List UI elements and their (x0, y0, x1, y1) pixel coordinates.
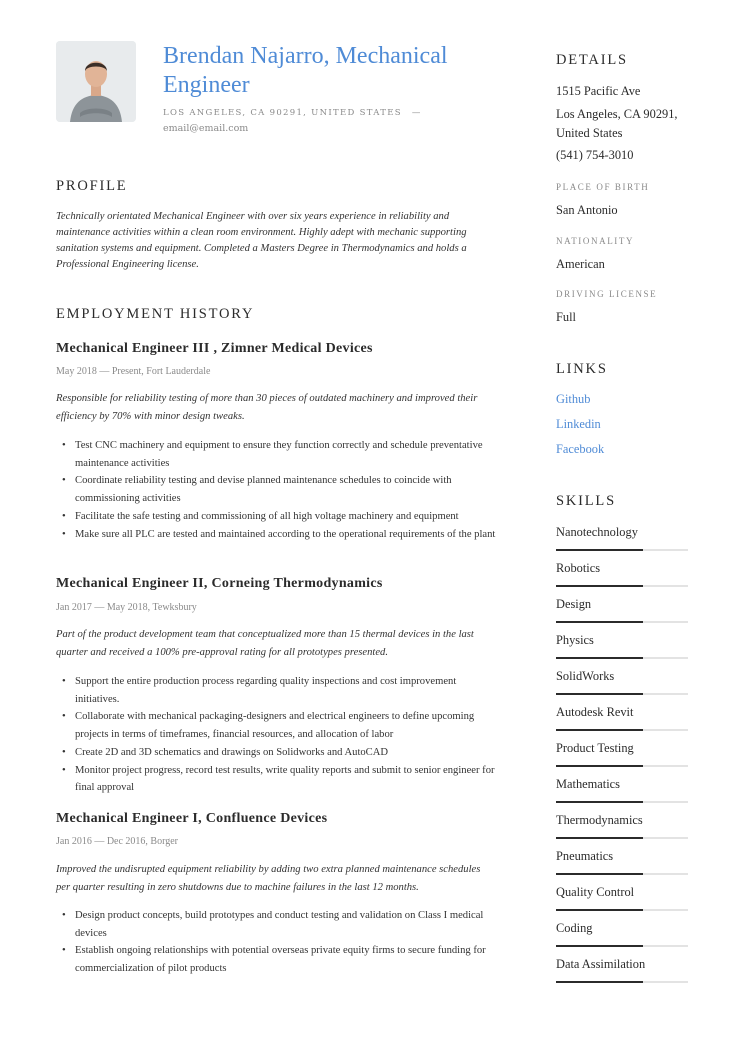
skill-name: SolidWorks (556, 669, 615, 683)
birth-value: San Antonio (556, 203, 618, 217)
job-title: Mechanical Engineer I, Confluence Devices (56, 811, 328, 826)
phone-number: (541) 754-3010 (556, 148, 634, 162)
address-line (163, 108, 422, 118)
skill-level-fill (556, 657, 643, 659)
skill-item (556, 705, 688, 733)
links-heading: LINKS (556, 361, 608, 377)
address-separator: — (411, 108, 422, 118)
skill-item (556, 885, 688, 913)
skill-level-track (556, 909, 688, 911)
job-title: Mechanical Engineer III , Zimner Medical Devices (56, 341, 373, 356)
job-dates: Jan 2016 — Dec 2016, Borger (56, 836, 179, 847)
skill-name: Coding (556, 921, 593, 935)
job-bullet: • Facilitate the safe testing and commissioning of all high voltage machinery and equipment (56, 508, 496, 526)
skill-level-fill (556, 549, 643, 551)
profile-summary: Technically orientated Mechanical Engineer with over six years experience in reliability and maintenance activities within a clean room environment. Highly adept with mechanic supporting sanitation systems and equipment. Completed a Masters Degree in Thermodynamics and holds a Professional Engineering license. (56, 211, 467, 270)
skill-level-track (556, 657, 688, 659)
job-summary: Improved the undisrupted equipment reliability by adding two extra planned maintenance schedules per quarter resulting in zero shutdowns due to machine failures in the last 12 months. (56, 864, 481, 893)
skill-level-fill (556, 909, 643, 911)
skill-level-fill (556, 945, 643, 947)
license-label: DRIVING LICENSE (556, 289, 658, 299)
skill-level-track (556, 873, 688, 875)
skill-name: Thermodynamics (556, 813, 643, 827)
skill-level-fill (556, 729, 643, 731)
profile-photo (56, 41, 136, 122)
skill-level-track (556, 729, 688, 731)
skills-heading: SKILLS (556, 493, 616, 509)
skill-name: Pneumatics (556, 849, 614, 863)
skill-level-fill (556, 621, 643, 623)
job-bullet: • Support the entire production process regarding quality inspections and cost improvement initiatives. (56, 673, 496, 708)
candidate-name: Brendan Najarro, Mechanical Engineer (163, 43, 448, 98)
skill-name: Physics (556, 633, 594, 647)
skill-item (556, 957, 688, 985)
skill-level-fill (556, 585, 643, 587)
job-summary: Part of the product development team that conceptualized more than 15 thermal devices in the last quarter and received a 100% pre-approval rating for all prototypes presented. (56, 629, 474, 658)
address-text: LOS ANGELES, CA 90291, UNITED STATES (163, 108, 402, 118)
skill-level-track (556, 585, 688, 587)
skill-item (556, 849, 688, 877)
profile-heading: PROFILE (56, 178, 128, 194)
skill-item (556, 741, 688, 769)
skill-name: Mathematics (556, 777, 620, 791)
skill-level-track (556, 693, 688, 695)
github-link[interactable]: Github (556, 392, 591, 406)
nationality-label: NATIONALITY (556, 236, 635, 246)
skill-name: Quality Control (556, 885, 635, 899)
skill-level-fill (556, 693, 643, 695)
job-bullet: • Collaborate with mechanical packaging-designers and electrical engineers to define upcoming projects in terms of timeframes, financial resources, and allocation of labor (56, 708, 496, 743)
job-summary: Responsible for reliability testing of more than 30 pieces of outdated machinery and improved their efficiency by 70% with minor design tweaks. (56, 393, 478, 422)
skill-name: Product Testing (556, 741, 634, 755)
nationality-value: American (556, 257, 605, 271)
skill-name: Autodesk Revit (556, 705, 634, 719)
skill-level-fill (556, 837, 643, 839)
job-bullet: • Make sure all PLC are tested and maintained according to the operational requirements of the plant (56, 526, 496, 544)
person-photo-icon (56, 41, 136, 122)
job-bullet: • Monitor project progress, record test results, write quality reports and submit to senior engineer for final approval (56, 762, 496, 797)
employment-heading: EMPLOYMENT HISTORY (56, 306, 255, 322)
job-bullet-list (56, 673, 496, 797)
skill-item (556, 777, 688, 805)
skill-level-track (556, 549, 688, 551)
job-dates: Jan 2017 — May 2018, Tewksbury (56, 602, 197, 613)
skill-level-track (556, 801, 688, 803)
skill-level-track (556, 981, 688, 983)
city-address: Los Angeles, CA 90291, United States (556, 107, 678, 140)
skill-level-track (556, 837, 688, 839)
job-bullet: • Test CNC machinery and equipment to ensure they function correctly and schedule preventative maintenance activities (56, 437, 496, 472)
job-bullet-list (56, 437, 496, 543)
job-dates: May 2018 — Present, Fort Lauderdale (56, 366, 211, 377)
job-bullet: • Create 2D and 3D schematics and drawings on Solidworks and AutoCAD (56, 744, 496, 762)
skill-level-fill (556, 981, 643, 983)
job-bullet: • Establish ongoing relationships with potential overseas private equity firms to secure funding for commercialization of pilot products (56, 942, 496, 977)
skill-level-track (556, 945, 688, 947)
skill-item (556, 525, 688, 553)
skill-item (556, 813, 688, 841)
skill-item (556, 597, 688, 625)
job-bullet: • Design product concepts, build prototypes and conduct testing and validation on Class I medical devices (56, 907, 496, 942)
facebook-link[interactable]: Facebook (556, 442, 605, 456)
skill-level-fill (556, 801, 643, 803)
street-address: 1515 Pacific Ave (556, 84, 641, 98)
skill-name: Robotics (556, 561, 601, 575)
job-title: Mechanical Engineer II, Corneing Thermodynamics (56, 576, 383, 591)
skill-name: Data Assimilation (556, 957, 646, 971)
skill-name: Design (556, 597, 592, 611)
email-text: email@email.com (163, 123, 249, 134)
job-bullet: • Coordinate reliability testing and devise planned maintenance schedules to coincide with commissioning activities (56, 472, 496, 507)
skill-item (556, 633, 688, 661)
skill-item (556, 921, 688, 949)
skill-item (556, 669, 688, 697)
skill-level-fill (556, 765, 643, 767)
skill-level-fill (556, 873, 643, 875)
birth-label: PLACE OF BIRTH (556, 182, 650, 192)
job-bullet-list (56, 907, 496, 978)
skill-item (556, 561, 688, 589)
skill-level-track (556, 765, 688, 767)
license-value: Full (556, 310, 576, 324)
skill-name: Nanotechnology (556, 525, 638, 539)
linkedin-link[interactable]: Linkedin (556, 417, 601, 431)
skill-level-track (556, 621, 688, 623)
details-heading: DETAILS (556, 52, 628, 68)
